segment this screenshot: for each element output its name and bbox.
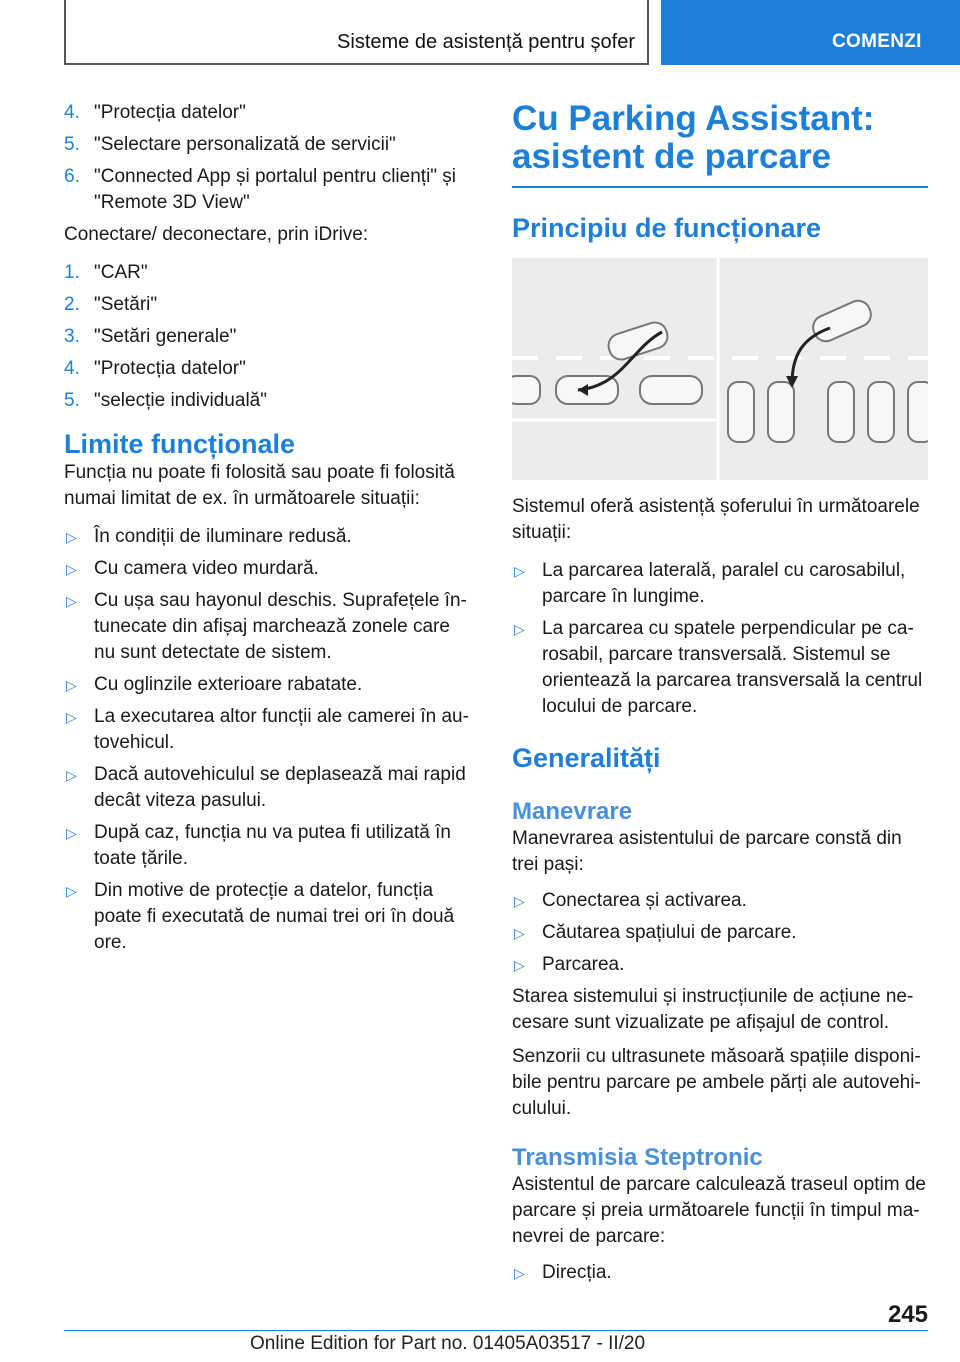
numbered-list-top — [64, 100, 476, 216]
header-section-title: Sisteme de asistență pentru șofer — [337, 31, 635, 53]
bullet-triangle-icon: ▷ — [66, 677, 77, 693]
principle-heading: Principiu de funcționare — [512, 213, 822, 243]
parking-illustration — [512, 258, 928, 480]
bullet-triangle-icon: ▷ — [66, 767, 77, 783]
list-item: ▷ Din motive de protecție a datelor, funcția poate fi executată de numai trei ori în două ore. — [66, 880, 455, 953]
steptronic-intro: Asistentul de parcare calculează traseul optim de parcare și preia următoarele funcții în timpul ma-nevrei de parcare: — [512, 1174, 927, 1247]
bullet-triangle-icon: ▷ — [66, 825, 77, 841]
bullet-triangle-icon: ▷ — [514, 563, 525, 579]
steptronic-heading: Transmisia Steptronic — [512, 1144, 763, 1171]
maneuver-paragraph-1: Starea sistemului și instrucțiunile de acțiune ne-cesare sunt vizualizate pe afișajul de control. — [512, 986, 914, 1033]
footer-edition-text: Online Edition for Part no. 01405A03517 - II/20 — [250, 1333, 646, 1354]
list-item: 5. "Selectare personalizată de servicii" — [64, 134, 396, 155]
list-item: 1. "CAR" — [64, 262, 148, 283]
bullet-triangle-icon: ▷ — [66, 561, 77, 577]
list-item: ▷ Parcarea. — [512, 952, 928, 978]
limits-heading: Limite funcționale — [64, 429, 296, 459]
list-item: ▷ Direcția. — [512, 1260, 928, 1286]
principle-list — [512, 558, 928, 720]
limits-list — [64, 524, 476, 956]
page-number: 245 — [887, 1301, 928, 1328]
bullet-triangle-icon: ▷ — [66, 709, 77, 725]
list-item: 4. "Protecția datelor" — [64, 102, 246, 123]
list-item: ▷ Conectarea și activarea. — [512, 888, 928, 914]
main-heading: Cu Parking Assistant: asistent de parcare — [512, 99, 875, 176]
list-item: ▷ După caz, funcția nu va putea fi utilizată în toate țările. — [66, 822, 451, 869]
bullet-triangle-icon: ▷ — [514, 621, 525, 637]
header-tab-label: COMENZI — [832, 31, 922, 52]
list-item: ▷ Dacă autovehiculul se deplasează mai rapid decât viteza pasului. — [66, 764, 466, 811]
bullet-triangle-icon: ▷ — [66, 529, 77, 545]
header-section-box — [64, 0, 649, 65]
bullet-triangle-icon: ▷ — [66, 593, 77, 609]
list-item: ▷ Cu oglinzile exterioare rabatate. — [64, 672, 476, 698]
list-item: ▷ La parcarea cu spatele perpendicular pe ca-rosabil, parcare transversală. Sistemul se orientează la parcarea transversală la centrul locului de parcare. — [514, 618, 923, 717]
bullet-triangle-icon: ▷ — [514, 925, 525, 941]
bullet-triangle-icon: ▷ — [514, 957, 525, 973]
list-item: ▷ În condiții de iluminare redusă. — [64, 524, 476, 550]
principle-intro: Sistemul oferă asistență șoferului în următoarele situații: — [512, 496, 920, 543]
bullet-triangle-icon: ▷ — [66, 883, 77, 899]
list-item: ▷ Cu camera video murdară. — [64, 556, 476, 582]
general-heading: Generalități — [512, 743, 661, 773]
connect-intro: Conectare/ deconectare, prin iDrive: — [64, 224, 369, 245]
steptronic-list — [512, 1260, 928, 1286]
list-item: ▷ La parcarea laterală, paralel cu carosabilul, parcare în lungime. — [514, 560, 906, 607]
list-item: 3. "Setări generale" — [64, 326, 237, 347]
list-item: 5. "selecție individuală" — [64, 390, 267, 411]
numbered-list-connect — [64, 260, 476, 414]
maneuver-intro: Manevrarea asistentului de parcare constă din trei pași: — [512, 828, 902, 875]
maneuver-list — [512, 888, 928, 978]
bullet-triangle-icon: ▷ — [514, 893, 525, 909]
right-column — [512, 100, 928, 1292]
maneuver-heading: Manevrare — [512, 798, 633, 825]
bullet-triangle-icon: ▷ — [514, 1265, 525, 1281]
list-item: 2. "Setări" — [64, 294, 158, 315]
heading-divider — [512, 186, 928, 188]
limits-intro: Funcția nu poate fi folosită sau poate fi folosită numai limitat de ex. în următoarele situații: — [64, 462, 455, 509]
list-item: ▷ Cu ușa sau hayonul deschis. Suprafețele în-tunecate din afișaj marchează zonele care nu sunt detectate de sistem. — [66, 590, 467, 663]
list-item: 6. "Connected App și portalul pentru clienți" și "Remote 3D View" — [64, 166, 457, 213]
header-tab-comenzi[interactable] — [661, 0, 960, 65]
footer-divider — [64, 1330, 928, 1331]
list-item: ▷ Căutarea spațiului de parcare. — [512, 920, 928, 946]
list-item: ▷ La executarea altor funcții ale camerei în au-tovehicul. — [66, 706, 469, 753]
maneuver-paragraph-2: Senzorii cu ultrasunete măsoară spațiile disponi-bile pentru parcare pe ambele părți ale autovehi-culului. — [512, 1046, 921, 1119]
list-item: 4. "Protecția datelor" — [64, 358, 246, 379]
left-column — [64, 100, 476, 962]
